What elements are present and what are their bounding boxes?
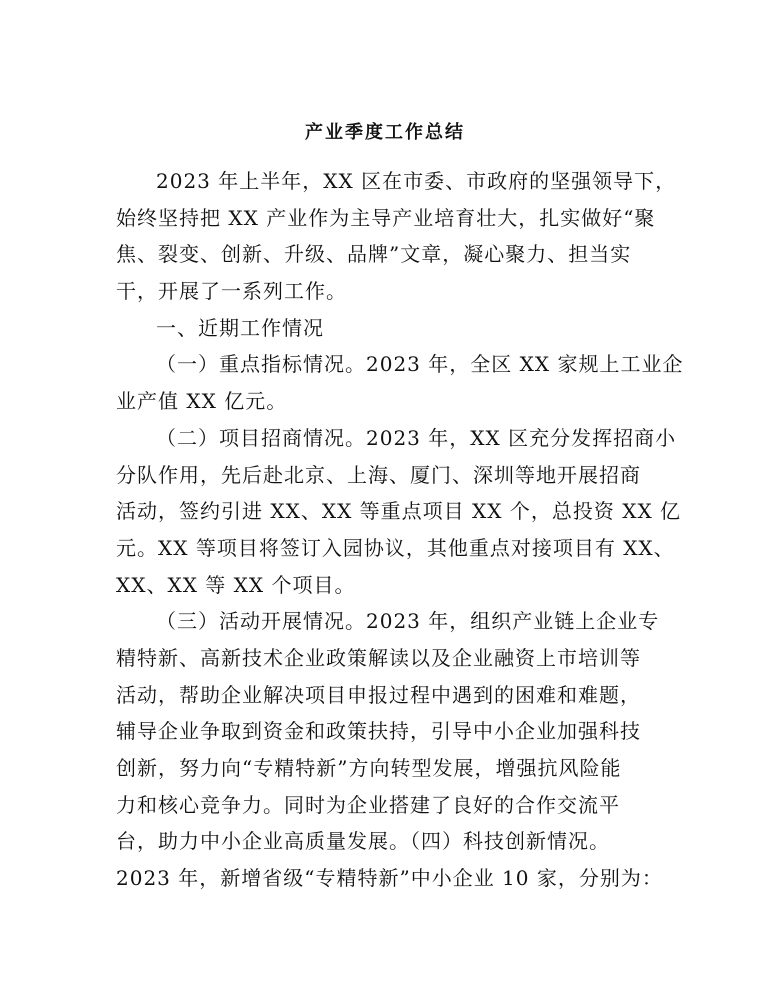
text-line-12: XX、XX 等 XX 个项目。 [116, 572, 356, 597]
text-line-8: （二）项目招商情况。2023 年，XX 区充分发挥招商小 [156, 425, 677, 450]
text-line-10: 活动，签约引进 XX、XX 等重点项目 XX 个，总投资 XX 亿 [116, 499, 682, 524]
text-line-7: 业产值 XX 亿元。 [116, 389, 288, 414]
document-title: 产业季度工作总结 [305, 122, 465, 143]
section-heading-1: 一、近期工作情况 [156, 315, 324, 340]
text-line-3: 焦、裂变、创新、升级、品牌”文章，凝心聚力、担当实 [116, 242, 632, 267]
text-line-2: 始终坚持把 XX 产业作为主导产业培育壮大，扎实做好“聚 [116, 205, 656, 230]
text-line-15: 活动，帮助企业解决项目申报过程中遇到的困难和难题， [116, 682, 641, 707]
text-line-11: 元。XX 等项目将签订入园协议，其他重点对接项目有 XX、 [116, 535, 675, 560]
document-body [116, 163, 684, 897]
text-line-6: （一）重点指标情况。2023 年，全区 XX 家规上工业企 [156, 352, 684, 377]
text-line-20: 2023 年，新增省级“专精特新”中小企业 10 家，分别为： [116, 866, 663, 891]
text-line-14: 精特新、高新技术企业政策解读以及企业融资上市培训等 [116, 645, 641, 670]
text-line-4: 干，开展了一系列工作。 [116, 279, 347, 304]
text-line-1: 2023 年上半年，XX 区在市委、市政府的坚强领导下， [156, 169, 677, 193]
text-line-13: （三）活动开展情况。2023 年，组织产业链上企业专 [156, 609, 660, 634]
text-line-9: 分队作用，先后赴北京、上海、厦门、深圳等地开展招商 [116, 462, 641, 487]
text-line-18: 力和核心竞争力。同时为企业搭建了良好的合作交流平 [116, 792, 620, 817]
text-line-16: 辅导企业争取到资金和政策扶持，引导中小企业加强科技 [116, 719, 641, 744]
text-line-19: 台，助力中小企业高质量发展。（四）科技创新情况。 [116, 829, 610, 854]
text-line-17: 创新，努力向“专精特新”方向转型发展，增强抗风险能 [116, 756, 622, 780]
